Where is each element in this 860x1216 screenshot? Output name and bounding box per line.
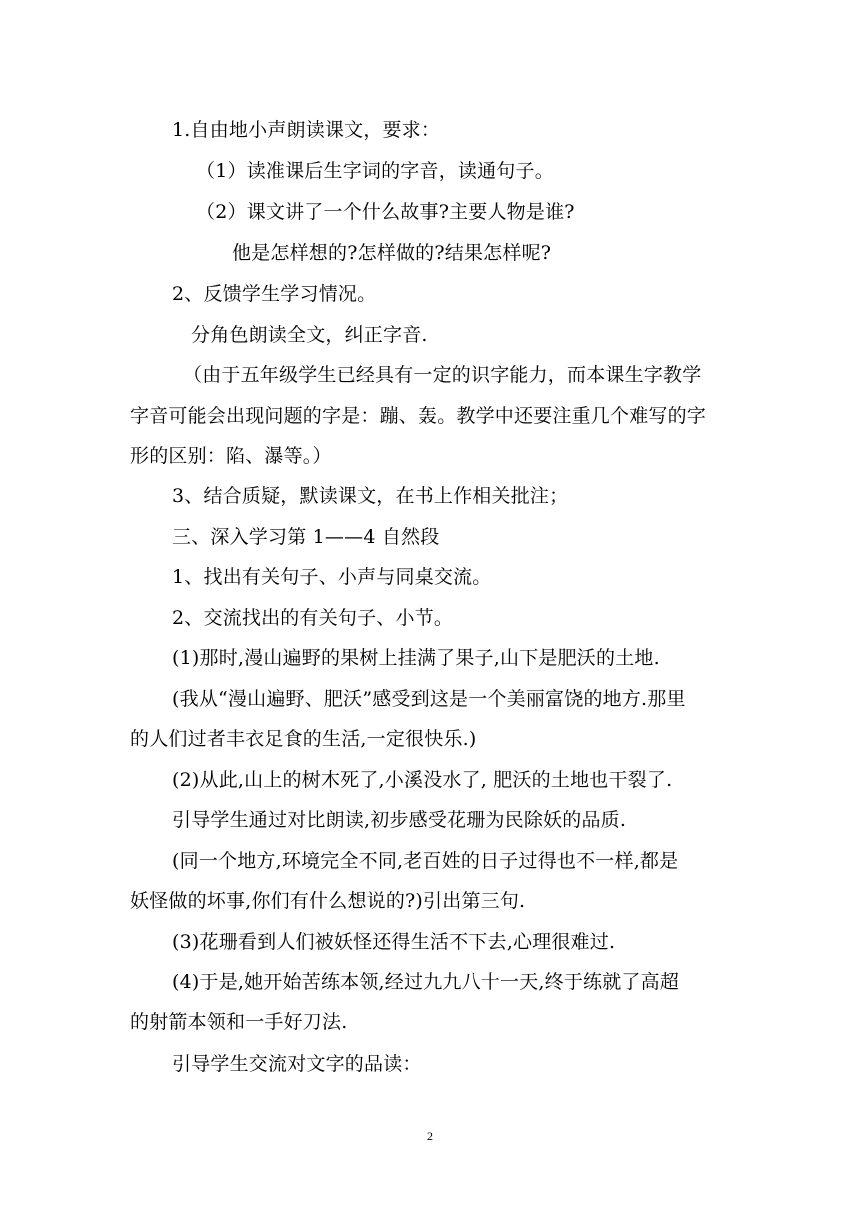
text-line: 1、找出有关句子、小声与同桌交流。 (172, 566, 492, 588)
text-line: 他是怎样想的?怎样做的?结果怎样呢? (232, 242, 552, 264)
text-line: (我从“漫山遍野、肥沃”感受到这是一个美丽富饶的地方.那里 (172, 688, 686, 710)
text-line: 字音可能会出现问题的字是：蹦、轰。教学中还要注重几个难写的字 (130, 405, 707, 427)
text-line: 2、反馈学生学习情况。 (172, 283, 377, 305)
section-heading: 三、深入学习第 1——4 自然段 (172, 526, 440, 548)
text-line: 3、结合质疑，默读课文，在书上作相关批注； (172, 485, 569, 507)
text-line: 引导学生通过对比朗读,初步感受花珊为民除妖的品质. (172, 809, 627, 831)
text-line: 的人们过者丰衣足食的生活,一定很快乐.) (130, 728, 477, 750)
text-line: （2）课文讲了一个什么故事?主要人物是谁? (196, 201, 575, 223)
text-line: 形的区别：陷、瀑等。） (130, 445, 332, 467)
text-line: (4)于是,她开始苦练本领,经过九九八十一天,终于练就了高超 (172, 971, 680, 993)
text-line: (同一个地方,环境完全不同,老百姓的日子过得也不一样,都是 (172, 850, 679, 872)
text-line: 2、交流找出的有关句子、小节。 (172, 607, 454, 629)
text-line: 分角色朗读全文，纠正字音. (191, 324, 428, 346)
text-line: 引导学生交流对文字的品读： (172, 1053, 422, 1075)
text-line: 的射箭本领和一手好刀法. (130, 1011, 348, 1033)
text-line: （由于五年级学生已经具有一定的识字能力，而本课生字教学 (183, 364, 702, 386)
text-line: (1)那时,漫山遍野的果树上挂满了果子,山下是肥沃的土地. (172, 647, 660, 669)
text-line: 1.自由地小声朗读课文，要求： (172, 119, 441, 141)
text-line: (3)花珊看到人们被妖怪还得生活不下去,心理很难过. (172, 931, 616, 953)
page-number: 2 (427, 1129, 433, 1143)
text-line: 妖怪做的坏事,你们有什么想说的?)引出第三句. (130, 890, 526, 912)
text-line: (2)从此,山上的树木死了,小溪没水了, 肥沃的土地也干裂了. (172, 769, 673, 791)
text-line: （1）读准课后生字词的字音，读通句子。 (196, 160, 554, 182)
